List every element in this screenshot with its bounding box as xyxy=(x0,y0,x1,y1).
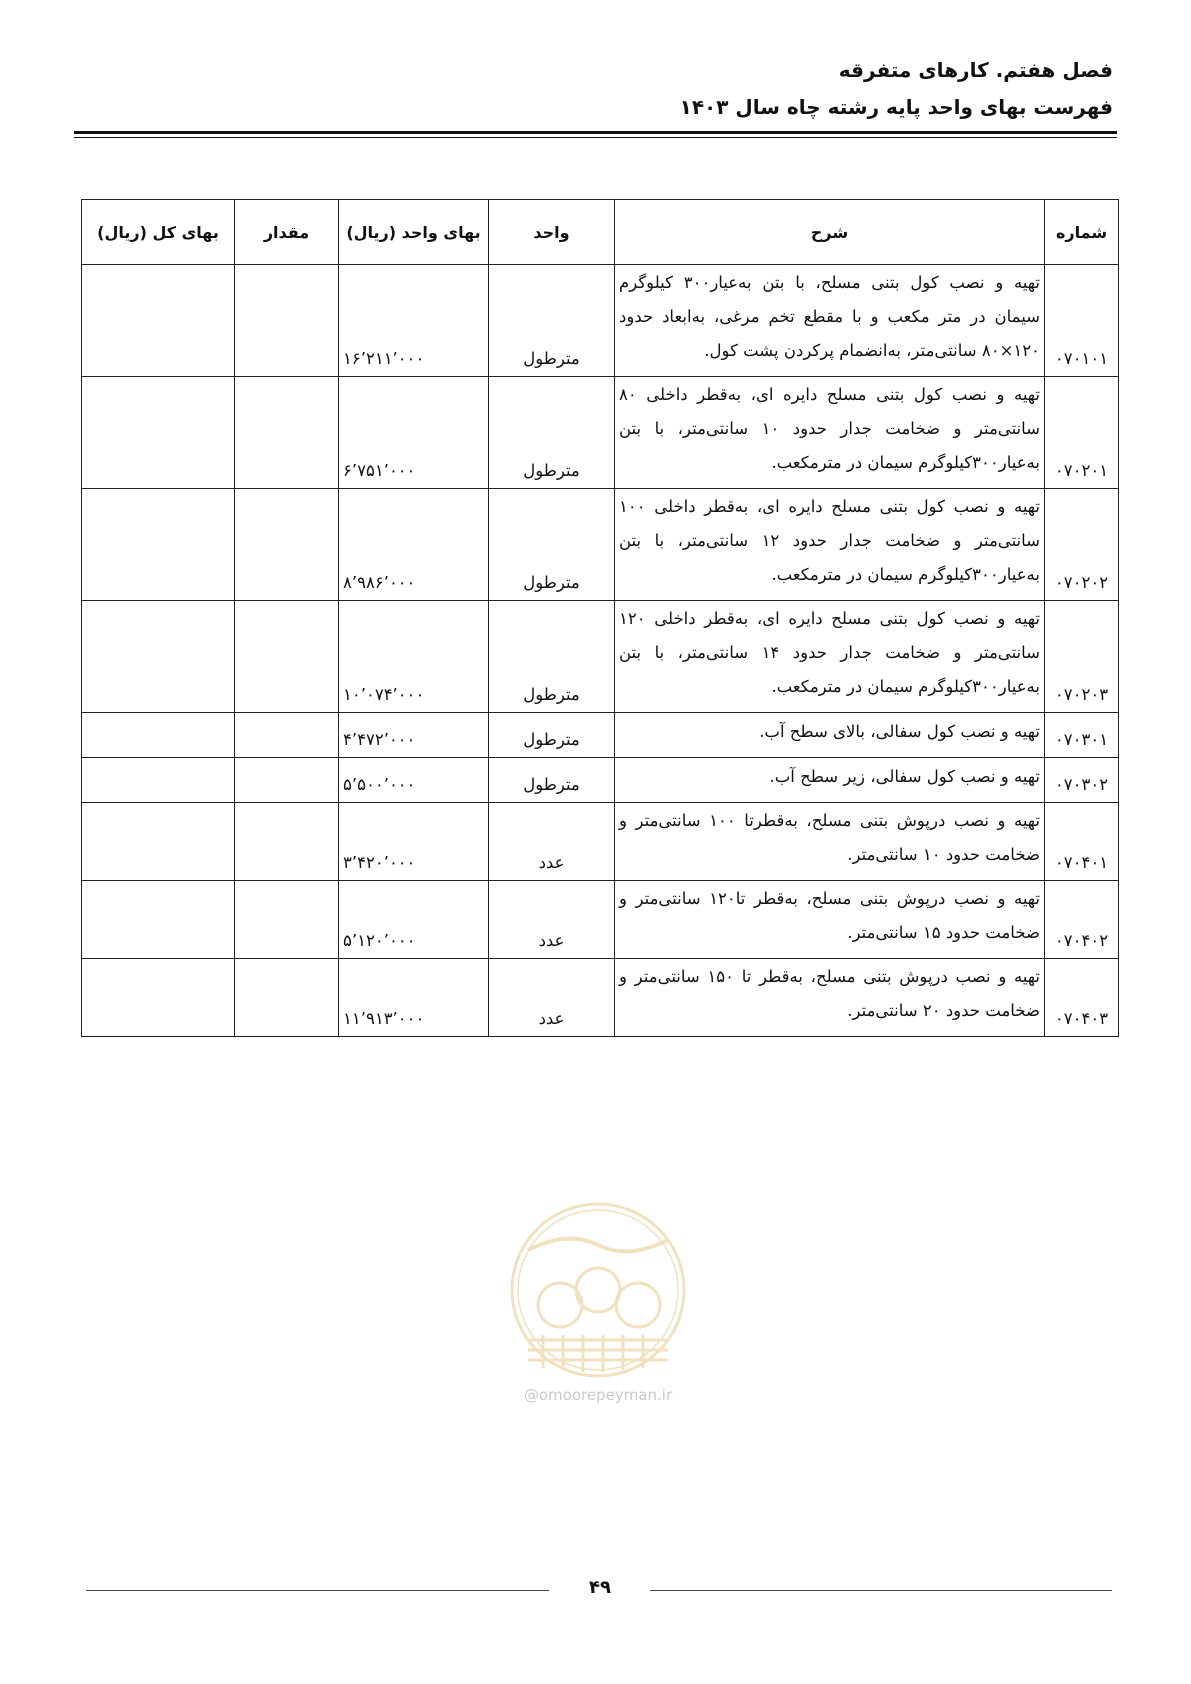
item-unit-price: ۳٬۴۲۰٬۰۰۰ xyxy=(339,803,489,881)
chapter-title: فصل هفتم. کارهای متفرقه xyxy=(838,58,1113,82)
header-rule-thin xyxy=(74,137,1117,138)
item-quantity xyxy=(235,758,339,803)
item-unit-price: ۶٬۷۵۱٬۰۰۰ xyxy=(339,377,489,489)
price-list-table xyxy=(81,199,1119,1037)
item-description: تهیه و نصب کول بتنی مسلح دایره ای، به‌قطر داخلی ۸۰ سانتی‌متر و ضخامت جدار حدود ۱۰ سانتی‌متر، با بتن به‌عیار۳۰۰کیلوگرم سیمان در مترمکعب. xyxy=(615,377,1045,489)
item-quantity xyxy=(235,713,339,758)
item-unit-price: ۵٬۵۰۰٬۰۰۰ xyxy=(339,758,489,803)
col-header-quantity: مقدار xyxy=(235,200,339,265)
item-number: ۰۷۰۲۰۳ xyxy=(1045,601,1119,713)
item-total xyxy=(82,713,235,758)
page-number: ۴۹ xyxy=(589,1577,611,1598)
item-unit: مترطول xyxy=(489,601,615,713)
item-description: تهیه و نصب کول بتنی مسلح دایره ای، به‌قطر داخلی ۱۲۰ سانتی‌متر و ضخامت جدار حدود ۱۴ سانتی‌متر، با بتن به‌عیار۳۰۰کیلوگرم سیمان در مترمکعب. xyxy=(615,601,1045,713)
item-total xyxy=(82,489,235,601)
col-header-unit-price: بهای واحد (ریال) xyxy=(339,200,489,265)
item-number: ۰۷۰۳۰۲ xyxy=(1045,758,1119,803)
item-unit-price: ۱۰٬۰۷۴٬۰۰۰ xyxy=(339,601,489,713)
item-unit-price: ۴٬۴۷۲٬۰۰۰ xyxy=(339,713,489,758)
item-description: تهیه و نصب درپوش بتنی مسلح، به‌قطرتا ۱۰۰ سانتی‌متر و ضخامت حدود ۱۰ سانتی‌متر. xyxy=(615,803,1045,881)
item-number: ۰۷۰۱۰۱ xyxy=(1045,265,1119,377)
footer-rule-left xyxy=(86,1590,549,1591)
item-unit-price: ۱۶٬۲۱۱٬۰۰۰ xyxy=(339,265,489,377)
item-total xyxy=(82,803,235,881)
item-number: ۰۷۰۴۰۲ xyxy=(1045,881,1119,959)
item-unit: مترطول xyxy=(489,489,615,601)
item-total xyxy=(82,265,235,377)
item-number: ۰۷۰۳۰۱ xyxy=(1045,713,1119,758)
item-total xyxy=(82,959,235,1037)
item-quantity xyxy=(235,265,339,377)
item-description: تهیه و نصب کول بتنی مسلح دایره ای، به‌قطر داخلی ۱۰۰ سانتی‌متر و ضخامت جدار حدود ۱۲ سانتی‌متر، با بتن به‌عیار۳۰۰کیلوگرم سیمان در مترمکعب. xyxy=(615,489,1045,601)
item-number: ۰۷۰۲۰۲ xyxy=(1045,489,1119,601)
table-row xyxy=(82,713,1119,758)
item-quantity xyxy=(235,959,339,1037)
item-unit-price: ۸٬۹۸۶٬۰۰۰ xyxy=(339,489,489,601)
item-description: تهیه و نصب درپوش بتنی مسلح، به‌قطر تا ۱۵۰ سانتی‌متر و ضخامت حدود ۲۰ سانتی‌متر. xyxy=(615,959,1045,1037)
item-unit: عدد xyxy=(489,881,615,959)
table-row xyxy=(82,265,1119,377)
document-title: فهرست بهای واحد پایه رشته چاه سال ۱۴۰۳ xyxy=(679,95,1113,119)
item-unit: عدد xyxy=(489,959,615,1037)
header-rule-thick xyxy=(74,131,1117,134)
item-total xyxy=(82,601,235,713)
item-description: تهیه و نصب کول سفالی، زیر سطح آب. xyxy=(615,758,1045,803)
item-unit: مترطول xyxy=(489,265,615,377)
item-total xyxy=(82,377,235,489)
item-number: ۰۷۰۴۰۳ xyxy=(1045,959,1119,1037)
item-quantity xyxy=(235,489,339,601)
footer-rule-right xyxy=(650,1590,1112,1591)
item-description: تهیه و نصب کول بتنی مسلح، با بتن به‌عیار۳۰۰ کیلوگرم سیمان در متر مکعب و با مقطع تخم مرغی، به‌ابعاد حدود ۱۲۰×۸۰ سانتی‌متر، به‌انضمام پرکردن پشت کول. xyxy=(615,265,1045,377)
col-header-number: شماره xyxy=(1045,200,1119,265)
item-unit-price: ۵٬۱۲۰٬۰۰۰ xyxy=(339,881,489,959)
col-header-description: شرح xyxy=(615,200,1045,265)
table-row xyxy=(82,959,1119,1037)
item-unit: مترطول xyxy=(489,758,615,803)
col-header-unit: واحد xyxy=(489,200,615,265)
item-total xyxy=(82,881,235,959)
item-quantity xyxy=(235,377,339,489)
table-header-row xyxy=(82,200,1119,265)
item-unit: مترطول xyxy=(489,377,615,489)
table-row xyxy=(82,489,1119,601)
item-quantity xyxy=(235,803,339,881)
table-row xyxy=(82,758,1119,803)
item-description: تهیه و نصب درپوش بتنی مسلح، به‌قطر تا۱۲۰ سانتی‌متر و ضخامت حدود ۱۵ سانتی‌متر. xyxy=(615,881,1045,959)
table-row xyxy=(82,881,1119,959)
item-unit: عدد xyxy=(489,803,615,881)
col-header-total: بهای کل (ریال) xyxy=(82,200,235,265)
item-number: ۰۷۰۴۰۱ xyxy=(1045,803,1119,881)
item-quantity xyxy=(235,881,339,959)
item-unit: مترطول xyxy=(489,713,615,758)
item-total xyxy=(82,758,235,803)
table-row xyxy=(82,803,1119,881)
item-number: ۰۷۰۲۰۱ xyxy=(1045,377,1119,489)
item-unit-price: ۱۱٬۹۱۳٬۰۰۰ xyxy=(339,959,489,1037)
item-quantity xyxy=(235,601,339,713)
item-description: تهیه و نصب کول سفالی، بالای سطح آب. xyxy=(615,713,1045,758)
table-row xyxy=(82,377,1119,489)
watermark-site: @omoorepeyman.ir xyxy=(523,1386,673,1404)
table-row xyxy=(82,601,1119,713)
